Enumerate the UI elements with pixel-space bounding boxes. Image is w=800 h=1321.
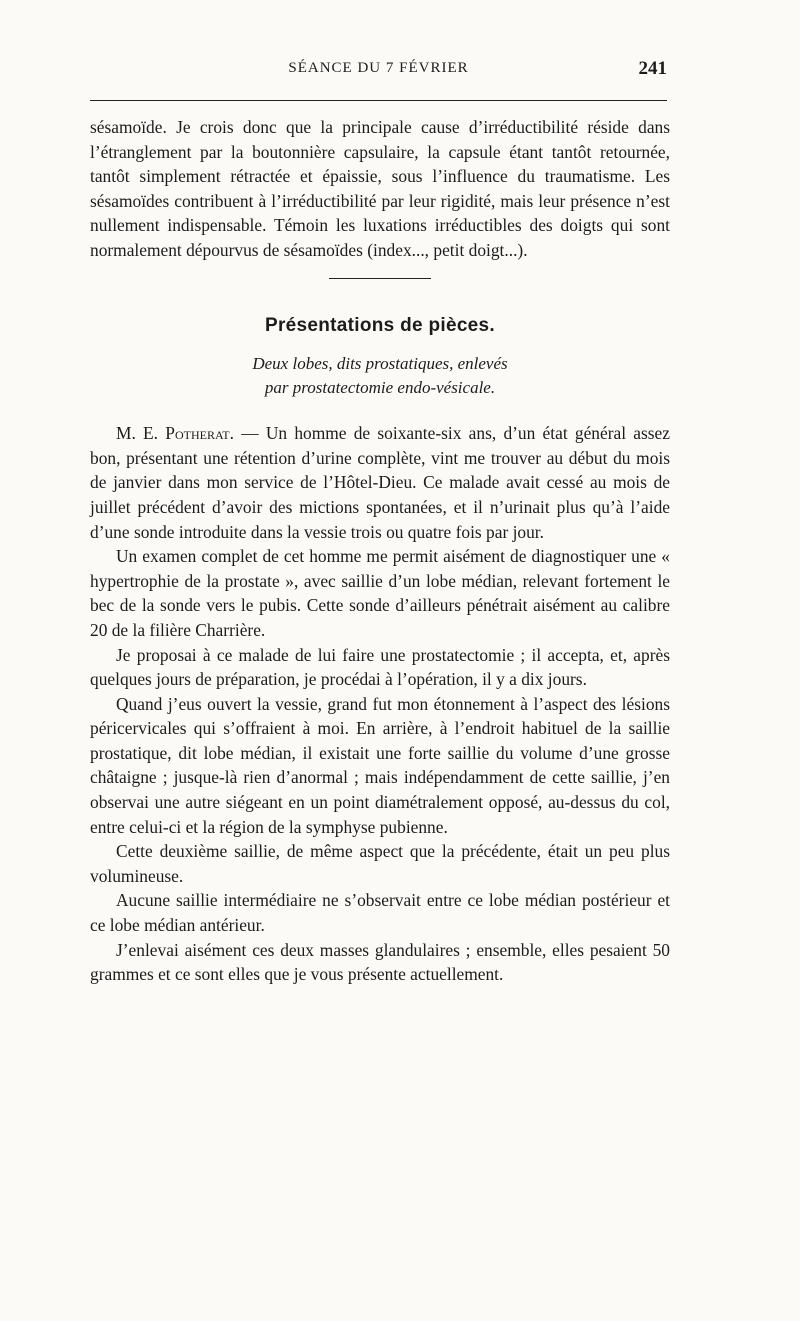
- paragraph-5: Cette deuxième saillie, de même aspect que la précédente, était un peu plus volumineuse.: [90, 841, 670, 886]
- subtitle-line-2: par prostatectomie endo-vésicale.: [264, 378, 496, 398]
- section-title: Présentations de pièces.: [264, 314, 495, 336]
- running-header: [90, 60, 667, 84]
- paragraph-7: J’enlevai aisément ces deux masses glandulaires ; ensemble, elles pesaient 50 grammes et ce sont elles que je vous présente actuellement.: [90, 939, 670, 985]
- section-separator-rule: [329, 278, 431, 279]
- running-title: SÉANCE DU 7 FÉVRIER: [288, 60, 469, 76]
- paragraph-2: Un examen complet de cet homme me permit aisément de diagnostiquer une « hypertrophie de la prostate », avec saillie d’un lobe médian, relevant fortement le bec de la sonde vers le pubis. Cette sonde d’ailleurs pénétrait aisément au calibre 20 de la filière Charrière.: [90, 546, 670, 640]
- page-number: 241: [638, 58, 667, 79]
- paragraph-4: Quand j’eus ouvert la vessie, grand fut mon étonnement à l’aspect des lésions péricervicales qui s’offraient à moi. En arrière, à l’endroit habituel de la saillie prostatique, dit lobe médian, il existait une forte saillie du volume d’une grosse châtaigne ; jusque-là rien d’anormal ; mais indépendamment de cette saillie, j’en observai une autre siégeant en un point diamétralement opposé, au-dessus du col, entre celui-ci et la région de la symphyse pubienne.: [90, 693, 670, 837]
- subtitle-line-1: Deux lobes, dits prostatiques, enlevés: [252, 354, 508, 374]
- paragraph-1-text: — Un homme de soixante-six ans, d’un état général assez bon, présentant une rétention d’urine complète, vint me trouver au début du mois de janvier dans mon service de l’Hôtel-Dieu. Ce malade avait cessé au mois de juillet précédent d’avoir des mictions spontanées, et il n’urinait plus qu’à l’aide d’une sonde introduite dans la vessie trois ou quatre fois par jour.: [90, 423, 670, 542]
- paragraph-3: Je proposai à ce malade de lui faire une prostatectomie ; il accepta, et, après quelques jours de préparation, je procédai à l’opération, il y a dix jours.: [90, 644, 670, 690]
- author-initial: M. E.: [116, 423, 159, 444]
- body-text: [90, 115, 670, 987]
- paragraph-1: [90, 421, 670, 544]
- section-subtitle: [90, 352, 670, 400]
- opening-paragraph: sésamoïde. Je crois donc que la principale cause d’irréductibilité réside dans l’étranglement par la boutonnière capsulaire, la capsule étant tantôt retournée, tantôt simplement rétractée et épaissie, sous l’influence du traumatisme. Les sésamoïdes contribuent à l’irréductibilité par leur rigidité, mais leur présence n’est nullement indispensable. Témoin les luxations irréductibles des doigts qui sont normalement dépourvus de sésamoïdes (index..., petit doigt...).: [90, 117, 670, 260]
- paragraph-6: Aucune saillie intermédiaire ne s’observait entre ce lobe médian postérieur et ce lobe médian antérieur.: [90, 890, 670, 936]
- header-rule: [90, 100, 667, 101]
- author-name: Potherat.: [165, 423, 234, 444]
